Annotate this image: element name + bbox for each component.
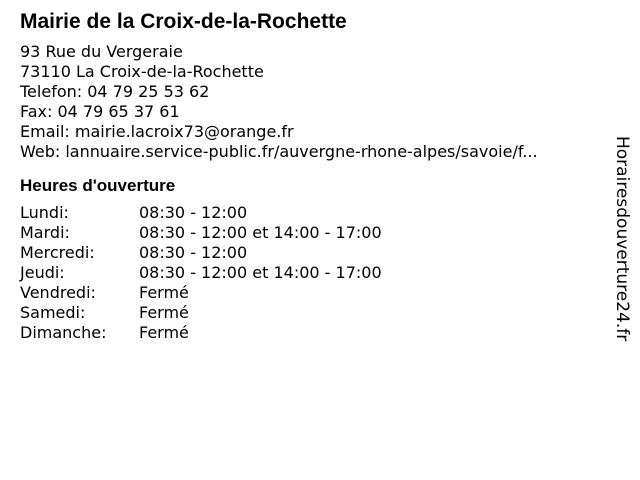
day-label: Vendredi:: [20, 283, 96, 302]
day-label: Mardi:: [20, 223, 70, 242]
website-url: Web: lannuaire.service-public.fr/auvergne-rhone-alpes/savoie/f...: [20, 142, 538, 161]
phone-number: Telefon: 04 79 25 53 62: [20, 82, 210, 101]
fax-number: Fax: 04 79 65 37 61: [20, 102, 180, 121]
opening-hours-heading: Heures d'ouverture: [20, 176, 176, 195]
day-label: Mercredi:: [20, 243, 95, 262]
hours-row-lundi: [20, 203, 382, 223]
page-title: Mairie de la Croix-de-la-Rochette: [20, 10, 347, 33]
address-block: [20, 42, 610, 162]
email-address: Email: mairie.lacroix73@orange.fr: [20, 122, 294, 141]
day-hours: Fermé: [139, 303, 189, 322]
site-brand-watermark: Horairesdouverture24.fr: [612, 136, 632, 342]
day-label: Lundi:: [20, 203, 69, 222]
day-hours: Fermé: [139, 283, 189, 302]
day-hours: Fermé: [139, 323, 189, 342]
hours-row-mardi: [20, 223, 382, 243]
hours-row-jeudi: [20, 263, 382, 283]
day-label: Dimanche:: [20, 323, 107, 342]
day-hours: 08:30 - 12:00: [139, 203, 248, 222]
day-hours: 08:30 - 12:00 et 14:00 - 17:00: [139, 223, 382, 242]
day-label: Samedi:: [20, 303, 86, 322]
day-hours: 08:30 - 12:00 et 14:00 - 17:00: [139, 263, 382, 282]
hours-row-vendredi: [20, 283, 382, 303]
hours-row-samedi: [20, 303, 382, 323]
hours-row-dimanche: [20, 323, 382, 343]
street-address: 93 Rue du Vergeraie: [20, 42, 183, 61]
city-address: 73110 La Croix-de-la-Rochette: [20, 62, 264, 81]
day-hours: 08:30 - 12:00: [139, 243, 248, 262]
opening-hours-table: [20, 203, 382, 343]
day-label: Jeudi:: [20, 263, 65, 282]
business-card: [20, 8, 610, 343]
hours-row-mercredi: [20, 243, 382, 263]
